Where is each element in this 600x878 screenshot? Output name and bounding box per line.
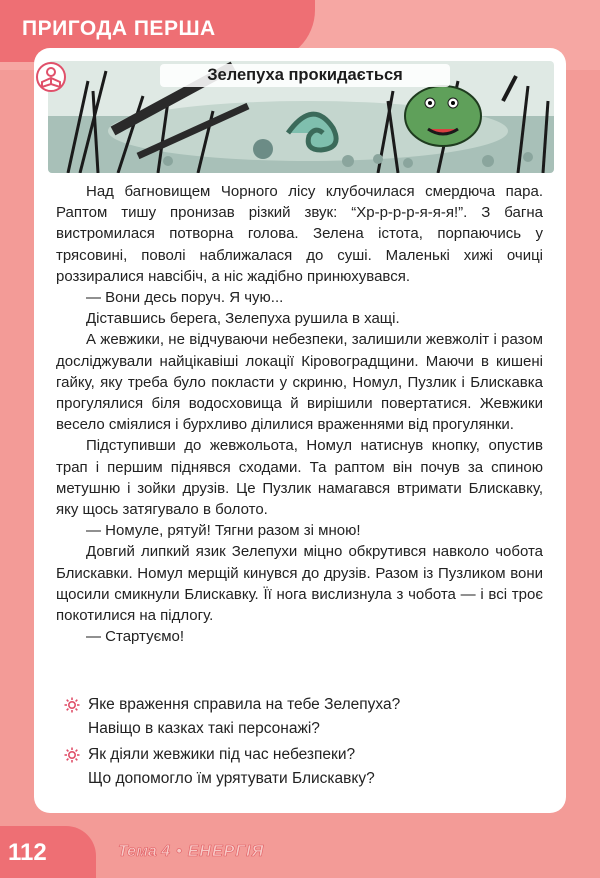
theme-separator: • <box>176 843 182 860</box>
story-paragraph: Над багновищем Чорного лісу клубочилася смердюча пара. Раптом тишу пронизав різкий звук: “Хр-р-р-р-я-я-я!”. З багна вистромилася потворна голова. Зелена істота, порпаючись у трясовині, поволі наближалася до суші. Маленькі хижі очиці роззиралися навсібіч, а ніс жадібно принюхувався. <box>56 183 543 285</box>
question-line: Що допомогло їм урятувати Блискавку? <box>88 770 375 787</box>
story-paragraph: — Стартуємо! <box>86 628 185 646</box>
question-item <box>64 693 524 741</box>
sun-bullet-icon <box>64 747 80 763</box>
story-paragraph: Діставшись берега, Зелепуха рушила в хащі. <box>86 310 400 328</box>
story-text <box>56 181 543 647</box>
footer-theme <box>118 843 264 861</box>
story-paragraph: Довгий липкий язик Зелепухи міцно обкрутився навколо чобота Блискавки. Номул мерщій кинувся до друзів. Разом із Пузликом вони щосили смикнули Блискавку. Її нога вислизнула з чобота — і всі троє покотилися на підлогу. <box>56 543 543 625</box>
story-paragraph: — Номуле, рятуй! Тягни разом зі мною! <box>86 522 361 540</box>
question-line: Яке враження справила на тебе Зелепуха? <box>88 696 401 713</box>
questions-list <box>64 693 524 793</box>
theme-name: ЕНЕРГІЯ <box>187 843 265 860</box>
page-number: 112 <box>8 839 47 866</box>
story-title: Зелепуха прокидається <box>160 64 450 87</box>
theme-label: Тема 4 <box>118 843 171 860</box>
story-paragraph: Підступивши до жевжольота, Номул натиснув кнопку, опустив трап і першим піднявся сходами. Та раптом він почув за спиною метушню і зойки друзів. Це Пузлик намагався втримати Блискавку, яку щось затягувало в болото. <box>56 437 543 519</box>
story-paragraph: — Вони десь поруч. Я чую... <box>86 289 284 307</box>
story-paragraph: А жевжики, не відчуваючи небезпеки, залишили жевжоліт і разом досліджували найцікавіші локації Кіровоградщини. Маючи в кишені гайку, яку треба було покласти у скриню, Номул, Пузлик і Блискавка прогулялися біля водосховища й вирішили повертатися. Жевжики весело сміялися і бурхливо ділилися враженнями від прогулянки. <box>56 331 543 434</box>
question-item <box>64 743 524 791</box>
chapter-title: ПРИГОДА ПЕРША <box>22 17 216 40</box>
reading-emblem-icon <box>36 62 66 92</box>
question-line: Навіщо в казках такі персонажі? <box>88 720 320 737</box>
sun-bullet-icon <box>64 697 80 713</box>
question-line: Як діяли жевжики під час небезпеки? <box>88 746 356 763</box>
